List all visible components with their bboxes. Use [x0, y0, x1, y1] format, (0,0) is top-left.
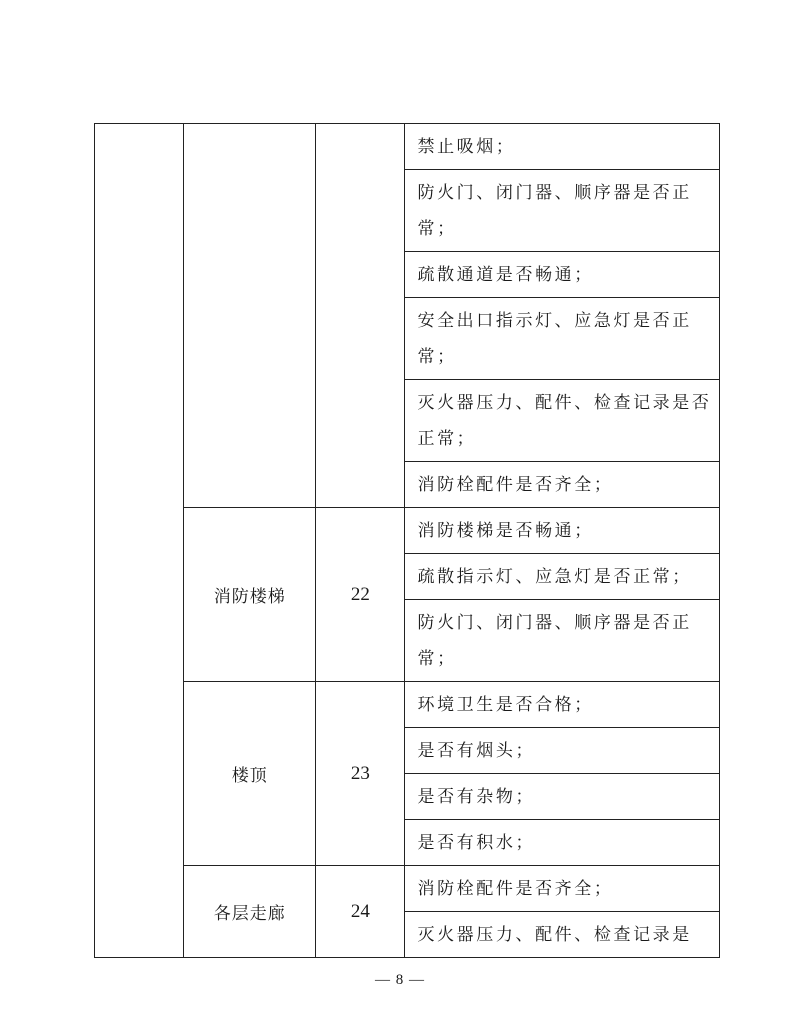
table-row: [95, 124, 720, 170]
check-item: 疏散指示灯、应急灯是否正常；: [405, 554, 720, 600]
check-item: 消防栓配件是否齐全；: [405, 866, 720, 912]
check-item: 安全出口指示灯、应急灯是否正常；: [405, 298, 720, 380]
area-cell: [184, 124, 316, 508]
inspection-table: [94, 123, 720, 958]
area-label: 消防楼梯: [184, 508, 316, 682]
check-item: 防火门、闭门器、顺序器是否正常；: [405, 170, 720, 252]
area-label: 楼顶: [184, 682, 316, 866]
check-item: 灭火器压力、配件、检查记录是否正常；: [405, 380, 720, 462]
check-item: 消防楼梯是否畅通；: [405, 508, 720, 554]
table-row: [95, 866, 720, 912]
check-item: 是否有杂物；: [405, 774, 720, 820]
check-item: 是否有积水；: [405, 820, 720, 866]
check-item: 是否有烟头；: [405, 728, 720, 774]
number-cell: [316, 124, 405, 508]
area-label: 各层走廊: [184, 866, 316, 958]
check-item: 疏散通道是否畅通；: [405, 252, 720, 298]
check-item: 灭火器压力、配件、检查记录是: [405, 912, 720, 958]
item-number: 24: [316, 866, 405, 958]
page-number: — 8 —: [375, 972, 425, 988]
check-item: 防火门、闭门器、顺序器是否正常；: [405, 600, 720, 682]
item-number: 22: [316, 508, 405, 682]
item-number: 23: [316, 682, 405, 866]
check-item: 禁止吸烟；: [405, 124, 720, 170]
table-row: [95, 682, 720, 728]
check-item: 消防栓配件是否齐全；: [405, 462, 720, 508]
category-cell: [95, 124, 184, 958]
check-item: 环境卫生是否合格；: [405, 682, 720, 728]
table-row: [95, 508, 720, 554]
